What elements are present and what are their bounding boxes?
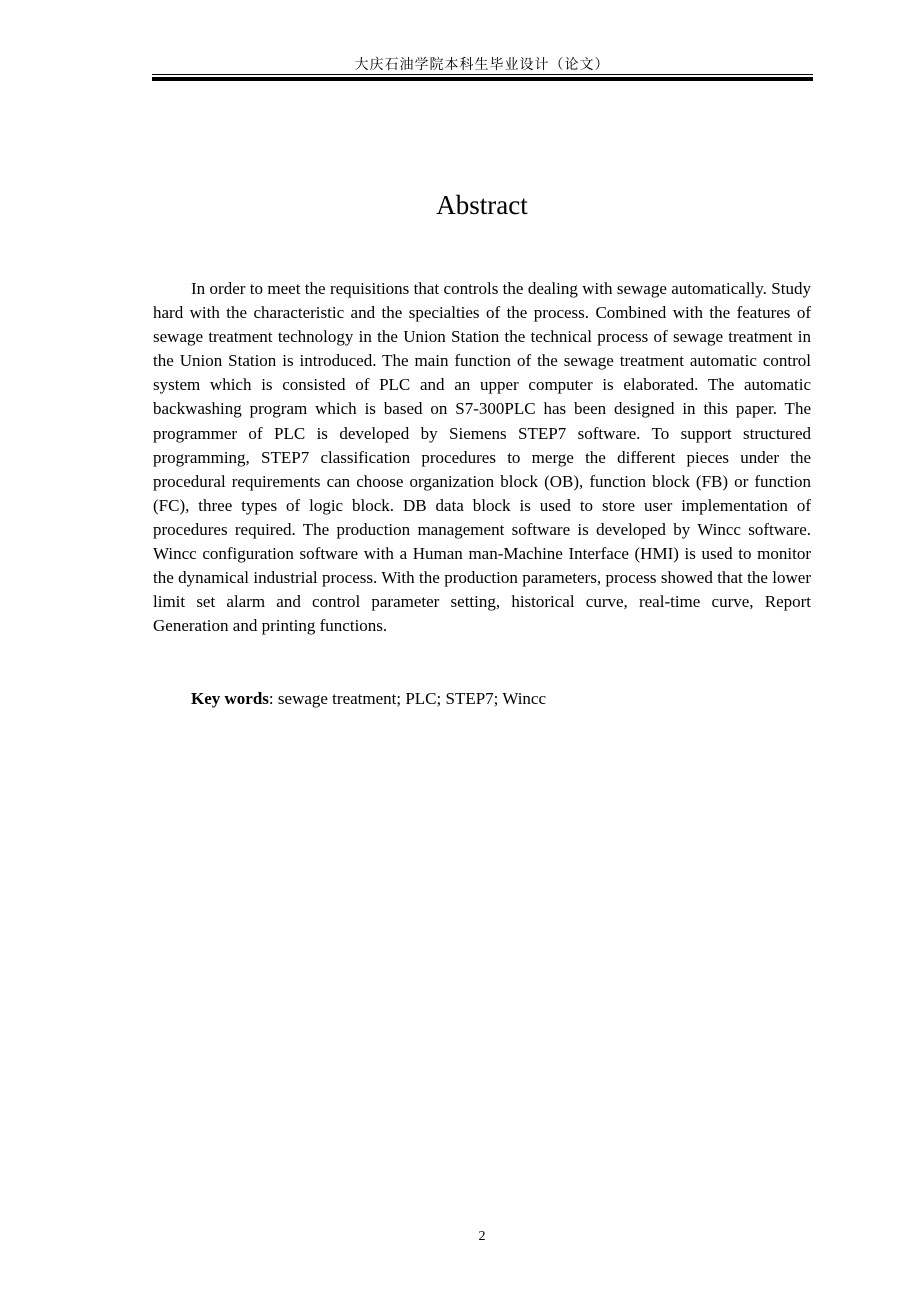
abstract-paragraph: In order to meet the requisitions that controls the dealing with sewage automatically. Study hard with the characteristic and the specialties of the process. Combined with the features of sewage treatment technology in the Union Station the technical process of sewage treatment in the Union Station is introduced. The main function of the sewage treatment automatic control system which is consisted of PLC and an upper computer is elaborated. The automatic backwashing program which is based on S7-300PLC has been designed in this paper. The programmer of PLC is developed by Siemens STEP7 software. To support structured programming, STEP7 classification procedures to merge the different pieces under the procedural requirements can choose organization block (OB), function block (FB) or function (FC), three types of logic block. DB data block is used to store user implementation of procedures required. The production management software is developed by Wincc software. Wincc configuration software with a Human man-Machine Interface (HMI) is used to monitor the dynamical industrial process. With the production parameters, process showed that the lower limit set alarm and control parameter setting, historical curve, real-time curve, Report Generation and printing functions. [153, 279, 811, 636]
header-rule-thin [152, 74, 813, 75]
page-number: 2 [478, 1229, 486, 1244]
keywords-line [191, 687, 811, 711]
keywords-value: sewage treatment; PLC; STEP7; Wincc [277, 689, 547, 708]
keywords-label: Key words [191, 689, 269, 708]
running-header: 大庆石油学院本科生毕业设计（论文） [354, 58, 610, 73]
header-rule-thick [152, 77, 813, 81]
keywords-separator: : [268, 689, 278, 708]
page-title: Abstract [436, 190, 528, 220]
